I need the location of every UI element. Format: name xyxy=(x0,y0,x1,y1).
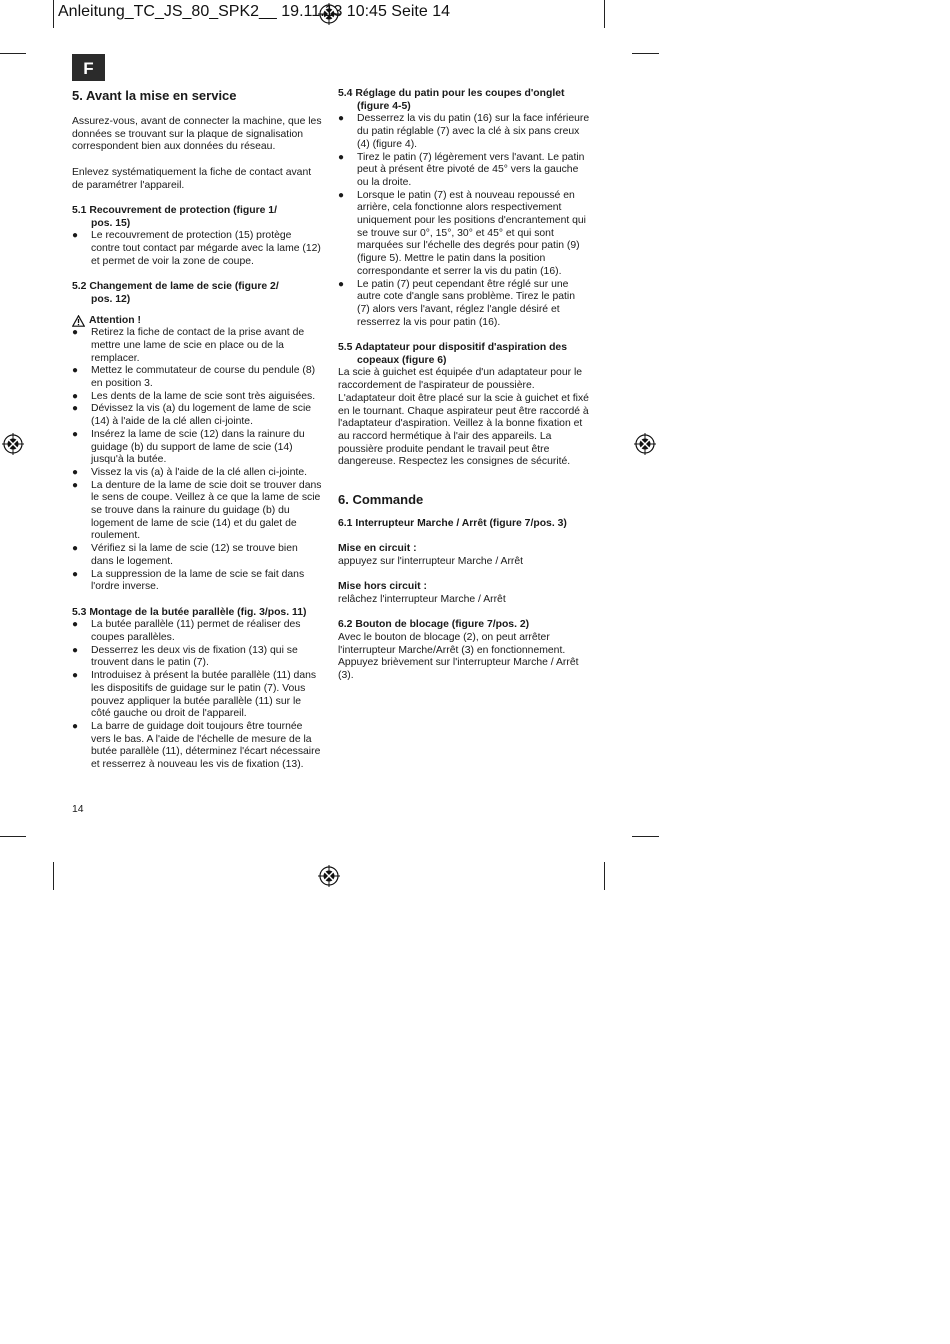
list-item: ● La barre de guidage doit toujours être tournée vers le bas. A l'aide de l'échelle de mesure de la butée parallèle (11), déterminez l'écart nécessaire et resserrez à nouveau les vis de fixation (13). xyxy=(72,721,322,772)
language-badge: F xyxy=(72,54,105,81)
bullet-list xyxy=(338,113,590,329)
list-item: ● Les dents de la lame de scie sont très aiguisées. xyxy=(72,391,322,404)
paragraph: Enlevez systématiquement la fiche de contact avant de paramétrer l'appareil. xyxy=(72,166,312,191)
list-item: ● Desserrez la vis du patin (16) sur la face inférieure du patin réglable (7) avec la clé à six pans creux (4) (figure 4). xyxy=(338,113,590,151)
off-label: Mise hors circuit : xyxy=(338,581,427,593)
list-item: ● Tirez le patin (7) légèrement vers l'avant. Le patin peut à présent être pivoté de 45° vers la gauche ou la droite. xyxy=(338,152,590,190)
list-item: ● Le patin (7) peut cependant être réglé sur une autre cote d'angle sans problème. Tirez le patin (7) alors vers l'avant, réglez l'angle désiré et resserrez la vis pour patin (16). xyxy=(338,279,590,330)
bullet-list xyxy=(72,619,322,771)
subsection-title-text: 5.5 Adaptateur pour dispositif d'aspiration des xyxy=(338,342,567,354)
registration-mark-icon xyxy=(318,865,340,887)
registration-mark-icon xyxy=(2,433,24,455)
right-column xyxy=(338,88,590,696)
subsection-title xyxy=(338,342,590,367)
crop-mark xyxy=(0,53,26,54)
list-item: ● Le recouvrement de protection (15) protège contre tout contact par mégarde avec la lame (12) et permet de voir la zone de coupe. xyxy=(72,230,322,268)
subsection-title-text: 5.1 Recouvrement de protection (figure 1/ xyxy=(72,204,277,216)
paragraph: Assurez-vous, avant de connecter la machine, que les données se trouvant sur la plaque de signalisation correspondent bien aux données du réseau. xyxy=(72,116,322,153)
warning-icon xyxy=(72,315,85,327)
subsection-title-text: 5.4 Réglage du patin pour les coupes d'onglet xyxy=(338,88,565,99)
section-title: 6. Commande xyxy=(338,491,424,507)
list-item: ● Dévissez la vis (a) du logement de lame de scie (14) à l'aide de la clé allen ci-jointe. xyxy=(72,403,322,428)
paragraph: Avec le bouton de blocage (2), on peut arrêter l'interrupteur Marche/Arrêt (3) en fonctionnement. Appuyez brièvement sur l'interrupteur Marche / Arrêt (3). xyxy=(338,632,579,682)
list-item: ● La denture de la lame de scie doit se trouver dans le sens de coupe. Veillez à ce que la lame de scie se trouve dans la rainure du guidage (b) du logement de lame de scie (14) et du galet de roulement. xyxy=(72,480,322,544)
list-item: ● Vérifiez si la lame de scie (12) se trouve bien dans le logement. xyxy=(72,543,322,568)
subsection-title xyxy=(338,88,590,113)
subsection-title-text: 5.2 Changement de lame de scie (figure 2/ xyxy=(72,281,279,293)
list-item: ● Introduisez à présent la butée parallèle (11) dans les dispositifs de guidage sur le patin (7). Vous pouvez appliquer la butée parallèle (11) sur le côté gauche ou droit de l'appareil. xyxy=(72,670,322,721)
off-text: relâchez l'interrupteur Marche / Arrêt xyxy=(338,593,506,605)
list-item: ● Mettez le commutateur de course du pendule (8) en position 3. xyxy=(72,365,322,390)
subsection-title-cont: pos. 12) xyxy=(91,293,131,305)
bullet-list xyxy=(72,230,322,268)
attention-label: Attention ! xyxy=(89,314,141,326)
crop-mark xyxy=(53,862,54,890)
paragraph: La scie à guichet est équipée d'un adaptateur pour le raccordement de l'aspirateur de poussière. L'adaptateur doit être placé sur la scie à guichet et fixé en le tournant. Chaque aspirateur peut être raccordé à l'adaptateur d'aspiration. Veillez à la bonne fixation et au raccord hermétique à l'air des appareils. La poussière produite pendant le travail peut être dangereuse. Respectez les consignes de sécurité. xyxy=(338,367,589,468)
registration-mark-icon xyxy=(634,433,656,455)
crop-mark xyxy=(604,862,605,890)
list-item: ● La butée parallèle (11) permet de réaliser des coupes parallèles. xyxy=(72,619,322,644)
on-label: Mise en circuit : xyxy=(338,543,417,555)
subsection-title: 5.3 Montage de la butée parallèle (fig. 3/pos. 11) xyxy=(72,606,307,618)
crop-mark xyxy=(632,53,659,54)
subsection-title-cont: pos. 15) xyxy=(91,217,131,229)
list-item: ● Retirez la fiche de contact de la prise avant de mettre une lame de scie en place ou de la remplacer. xyxy=(72,327,322,365)
crop-mark xyxy=(604,0,605,28)
print-slug-header: Anleitung_TC_JS_80_SPK2__ 19.11.13 10:45 Seite 14 xyxy=(58,3,450,20)
list-item: ● Lorsque le patin (7) est à nouveau repoussé en arrière, cela fonctionne alors respectivement uniquement pour les positions d'encrantement qui se trouve sur 0°, 15°, 30° et 45° et qui sont marquées sur l'échelle des degrés pour patin (9) (figure 5). Mettre le patin dans la position correspondante et serrer la vis du patin (16). xyxy=(338,190,590,279)
bullet-list xyxy=(72,327,322,594)
section-title: 5. Avant la mise en service xyxy=(72,88,237,103)
list-item: ● Insérez la lame de scie (12) dans la rainure du guidage (b) du support de lame de scie (14) jusqu'à la butée. xyxy=(72,429,322,467)
crop-mark xyxy=(632,836,659,837)
crop-mark xyxy=(0,836,26,837)
subsection-title xyxy=(72,205,322,230)
subsection-title: 6.1 Interrupteur Marche / Arrêt (figure 7/pos. 3) xyxy=(338,517,567,529)
list-item: ● Vissez la vis (a) à l'aide de la clé allen ci-jointe. xyxy=(72,467,322,480)
list-item: ● Desserrez les deux vis de fixation (13) qui se trouvent dans le patin (7). xyxy=(72,645,322,670)
page-number: 14 xyxy=(72,804,84,815)
attention-notice xyxy=(72,315,322,328)
left-column xyxy=(72,88,322,772)
subsection-title-cont: copeaux (figure 6) xyxy=(357,354,447,366)
on-text: appuyez sur l'interrupteur Marche / Arrêt xyxy=(338,555,524,567)
subsection-title: 6.2 Bouton de blocage (figure 7/pos. 2) xyxy=(338,619,530,631)
crop-mark xyxy=(53,0,54,28)
subsection-title xyxy=(72,281,322,306)
subsection-title-cont: (figure 4-5) xyxy=(357,100,411,112)
list-item: ● La suppression de la lame de scie se fait dans l'ordre inverse. xyxy=(72,569,322,594)
